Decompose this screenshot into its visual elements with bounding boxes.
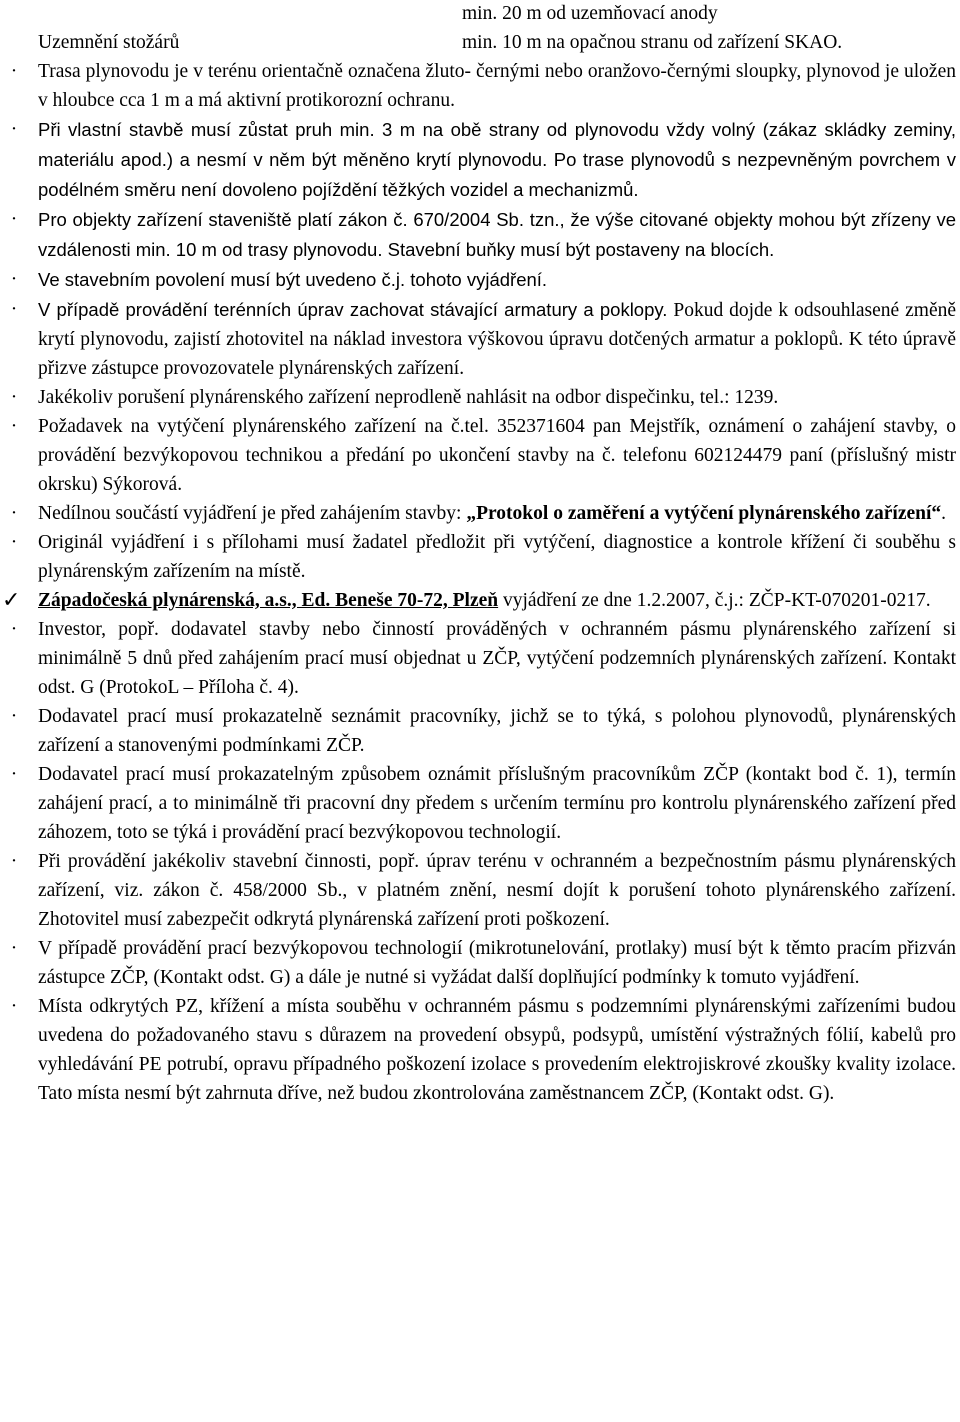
- item-text: Dodavatel prací musí prokazatelným způsobem oznámit příslušným pracovníkům ZČP (kontakt bod č. 1), termín zahájení prací, a to minimálně tři pracovní dny předem s určením termínu pro kontrolu plynárenského zařízení před záhozem, toto se týká i provádění prací bezvýkopovou technologií.: [38, 764, 956, 843]
- bullet-icon: ·: [10, 503, 18, 524]
- list-item: [0, 934, 960, 992]
- list-item: [0, 205, 960, 265]
- list-item: [0, 57, 960, 115]
- bullet-icon: ·: [10, 209, 18, 230]
- list-item: [0, 383, 960, 412]
- grounding-label: Uzemnění stožárů: [38, 32, 180, 53]
- bullet-icon: ·: [10, 619, 18, 640]
- list-item: [0, 499, 960, 528]
- bullet-icon: ·: [10, 938, 18, 959]
- item-text: Dodavatel prací musí prokazatelně seznámit pracovníky, jichž se to týká, s polohou plynovodů, plynárenských zařízení a stanovenými podmínkami ZČP.: [38, 706, 956, 756]
- item-text-tail: .: [941, 503, 947, 524]
- bullet-icon: ·: [10, 119, 18, 140]
- list-item: [0, 528, 960, 586]
- item-text: Originál vyjádření i s přílohami musí žadatel předložit při vytýčení, diagnostice a kontrole křížení či souběhu s plynárenským zařízením na místě.: [38, 532, 956, 582]
- bullet-icon: ·: [10, 61, 18, 82]
- list-item: [0, 702, 960, 760]
- bullet-icon: ·: [10, 299, 18, 320]
- bullet-icon: ·: [10, 851, 18, 872]
- item-text: Při vlastní stavbě musí zůstat pruh min. 3 m na obě strany od plynovodu vždy volný (zákaz skládky zeminy, materiálu apod.) a nesmí v něm být měněno krytí plynovodu.: [38, 119, 956, 170]
- list-item: [0, 295, 960, 383]
- checkmark-icon: ✓: [2, 588, 21, 613]
- conditions-list: [0, 57, 960, 1108]
- list-item: [0, 847, 960, 934]
- bullet-icon: ·: [10, 706, 18, 727]
- item-text: Investor, popř. dodavatel stavby nebo činností prováděných v ochranném pásmu plynárenského zařízení si minimálně 5 dnů před zahájením prací musí objednat u ZČP, vytýčení podzemních plynárenských zařízení. Kontakt odst. G (ProtokoL – Příloha č. 4).: [38, 619, 956, 698]
- list-item: [0, 412, 960, 499]
- item-text: Nedílnou součástí vyjádření je před zahájením stavby:: [38, 503, 467, 524]
- list-item: [0, 115, 960, 205]
- item-text: Místa odkrytých PZ, křížení a místa souběhu v ochranném pásmu s podzemními plynárenskými zařízeními budou uvedena do požadovaného stavu s důrazem na provedení obsypů, podsypů, umístění výstražných fólií, kabelů pro vyhledávání PE potrubí, opravu případného poškození izolace s provedením elektrojiskrové zkoušky kvality izolace. Tato místa nesmí být zahrnuta dříve, než budou zkontrolována zaměstnancem ZČP, (Kontakt odst. G).: [38, 996, 956, 1104]
- item-text: V případě provádění prací bezvýkopovou technologií (mikrotunelování, protlaky) musí být k těmto pracím přizván zástupce ZČP, (Kontakt odst. G) a dále je nutné si vyžádat další doplňující podmínky k tomuto vyjádření.: [38, 938, 956, 988]
- item-text-continued: , že výše citované objekty mohou být zřízeny ve vzdálenosti min. 10 m od trasy plynovodu. Stavební buňky musí být postaveny na blocích.: [38, 209, 956, 260]
- item-text: Jakékoliv porušení plynárenského zařízení neprodleně nahlásit na odbor dispečinku, tel.: 1239.: [38, 387, 779, 408]
- bullet-icon: ·: [10, 416, 18, 437]
- bullet-icon: ·: [10, 387, 18, 408]
- item-text: Při provádění jakékoliv stavební činnosti, popř. úprav terénu v ochranném a bezpečnostním pásmu plynárenských zařízení, viz. zákon č. 458/2000 Sb., v platném znění, nesmí dojít k porušení tohoto plynárenského zařízení. Zhotovitel musí zabezpečit odkrytá plynárenská zařízení proti poškození.: [38, 851, 956, 930]
- list-item: [0, 265, 960, 295]
- list-item: [0, 760, 960, 847]
- item-text: Ve stavebním povolení musí být uvedeno č.j. tohoto vyjádření.: [38, 269, 548, 290]
- protocol-title: „Protokol o zaměření a vytýčení plynárenského zařízení“: [466, 503, 942, 524]
- check-list-item: [0, 586, 960, 615]
- list-item: [0, 992, 960, 1108]
- item-text-continued: Pokud dojde k odsouhlasené změně krytí plynovodu, zajistí zhotovitel na náklad investora výškovou úpravu dotčených armatur a poklopů. K této úpravě přizve zástupce provozovatele plynárenských zařízení.: [38, 300, 956, 379]
- statement-reference: vyjádření ze dne 1.2.2007, č.j.: ZČP-KT-070201-0217.: [498, 590, 931, 611]
- item-text: Požadavek na vytýčení plynárenského zařízení na č.tel. 352371604 pan Mejstřík, oznámení o zahájení stavby, o provádění bezvýkopovou technikou a předání po ukončení stavby na č. telefonu 602124479 paní (příslušný mistr okrsku) Sýkorová.: [38, 416, 956, 495]
- item-text-continued: Po trase plynovodů s nezpevněným povrchem v podélném směru není dovoleno pojíždění těžkých vozidel a mechanizmů.: [38, 149, 956, 200]
- bullet-icon: ·: [10, 996, 18, 1017]
- list-item: [0, 615, 960, 702]
- bullet-icon: ·: [10, 532, 18, 553]
- grounding-value: min. 10 m na opačnou stranu od zařízení SKAO.: [462, 32, 843, 53]
- item-text: Pro objekty zařízení staveniště platí zákon č. 670/2004 Sb. tzn.: [38, 209, 560, 230]
- grounding-row: [38, 28, 843, 57]
- anode-distance-line: min. 20 m od uzemňovací anody: [462, 3, 718, 24]
- bullet-icon: ·: [10, 269, 18, 290]
- bullet-icon: ·: [10, 764, 18, 785]
- company-name: Západočeská plynárenská, a.s., Ed. Beneše 70-72, Plzeň: [38, 590, 499, 611]
- item-text: Trasa plynovodu je v terénu orientačně označena žluto- černými nebo oranžovo-černými sloupky, plynovod je uložen v hloubce cca 1 m a má aktivní protikorozní ochranu.: [38, 61, 956, 111]
- item-text: V případě provádění terénních úprav zachovat stávající armatury a poklopy.: [38, 299, 668, 320]
